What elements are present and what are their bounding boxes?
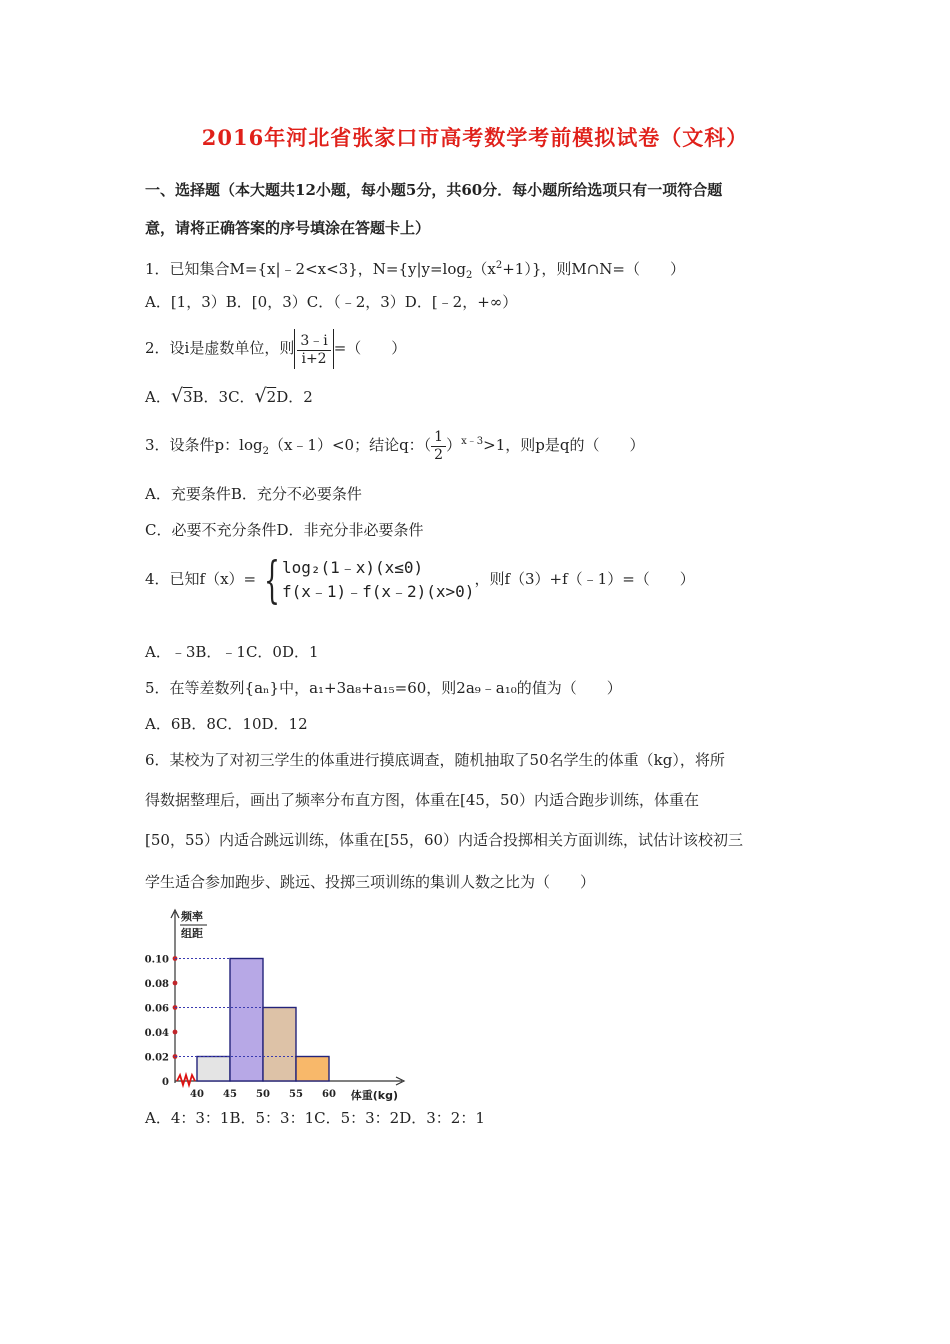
frequency-histogram: [140, 906, 415, 1106]
question-4-stem: 4．已知f（x）= { log₂(1﹣x)(x≤0) f(x﹣1)﹣f(x﹣2)(x>0) ，则f（3）+f（﹣1）=（ ）: [145, 551, 695, 609]
y-tick-dot: [173, 981, 178, 986]
question-3-options-line1: A．充要条件B．充分不必要条件: [145, 485, 362, 503]
y-tick-label: 0.10: [144, 954, 169, 966]
y-tick-label: 0: [162, 1077, 169, 1088]
question-5-stem: 5．在等差数列{aₙ}中，a₁+3a₈+a₁₅=60，则2a₉﹣a₁₀的值为（ ）: [145, 679, 622, 697]
y-tick-dot: [173, 1030, 178, 1035]
question-1-stem: 1．已知集合M={x|﹣2<x<3}，$N=\{y|y=\log_2(x^2+1)\}$，则M∩N=（ ）: [145, 260, 685, 281]
sqrt-icon: √: [254, 385, 267, 407]
question-6-options: A．4：3：1B．5：3：1C．5：3：2D．3：2：1: [145, 1109, 485, 1127]
x-tick-label: 40: [190, 1089, 204, 1100]
histogram-bar: [263, 1008, 296, 1082]
question-2-stem: 2．设i是虚数单位，则 $\frac{3﹣i}{i+2}$ =（ ）: [145, 328, 406, 369]
section-heading-line1: 一、选择题（本大题共12小题，每小题5分，共60分．每小题所给选项只有一项符合题: [145, 181, 723, 199]
x-axis-label: 体重(kg): [350, 1089, 398, 1102]
x-tick-label: 55: [289, 1089, 303, 1100]
y-tick-label: 0.04: [144, 1028, 169, 1039]
question-6-line3: [50，55）内适合跳远训练，体重在[55，60）内适合投掷相关方面训练，试估计该校初三: [145, 831, 744, 849]
question-3-stem: 3．设条件p：$\log_2(x﹣1)<0$；结论q：（ $\frac{1}{2}$ ）$^{x﹣3}$>1，则p是q的（ ）: [145, 428, 645, 463]
question-6-line4: 学生适合参加跑步、跳远、投掷三项训练的集训人数之比为（ ）: [145, 873, 596, 891]
y-axis-label-bottom: 组距: [181, 927, 203, 940]
question-2-options: A．√3B．3C．√2D．2: [145, 385, 313, 407]
question-4-options: A．﹣3B．﹣1C．0D．1: [145, 643, 319, 661]
x-tick-label: 60: [322, 1089, 336, 1100]
section-heading-line2: 意，请将正确答案的序号填涂在答题卡上）: [145, 219, 431, 237]
y-tick-label: 0.08: [144, 979, 169, 990]
histogram-bar: [197, 1057, 230, 1082]
left-brace-icon: {: [264, 551, 280, 609]
question-5-options: A．6B．8C．10D．12: [145, 715, 308, 733]
abs-value-expression: $\frac{3﹣i}{i+2}$: [294, 329, 333, 369]
histogram-bar: [230, 959, 263, 1082]
x-tick-label: 50: [256, 1089, 270, 1100]
page-title: 2016年河北省张家口市高考数学考前模拟试卷（文科）: [201, 125, 749, 150]
x-tick-label: 45: [223, 1089, 237, 1100]
question-3-options-line2: C．必要不充分条件D．非充分非必要条件: [145, 521, 424, 539]
y-tick-label: 0.06: [144, 1003, 169, 1015]
sqrt-icon: √: [170, 385, 183, 407]
y-tick-label: 0.02: [144, 1052, 169, 1064]
piecewise-function: log₂(1﹣x)(x≤0) f(x﹣1)﹣f(x﹣2)(x>0): [281, 558, 475, 601]
y-axis-label-top: 频率: [181, 910, 203, 923]
question-1-options: A．[1，3）B．[0，3）C．（﹣2，3）D．[﹣2，+∞）: [145, 293, 518, 311]
question-6-line2: 得数据整理后，画出了频率分布直方图，体重在[45，50）内适合跑步训练，体重在: [145, 791, 700, 809]
histogram-bar: [296, 1057, 329, 1082]
question-6-line1: 6．某校为了对初三学生的体重进行摸底调查，随机抽取了50名学生的体重（kg），将所: [145, 751, 725, 769]
